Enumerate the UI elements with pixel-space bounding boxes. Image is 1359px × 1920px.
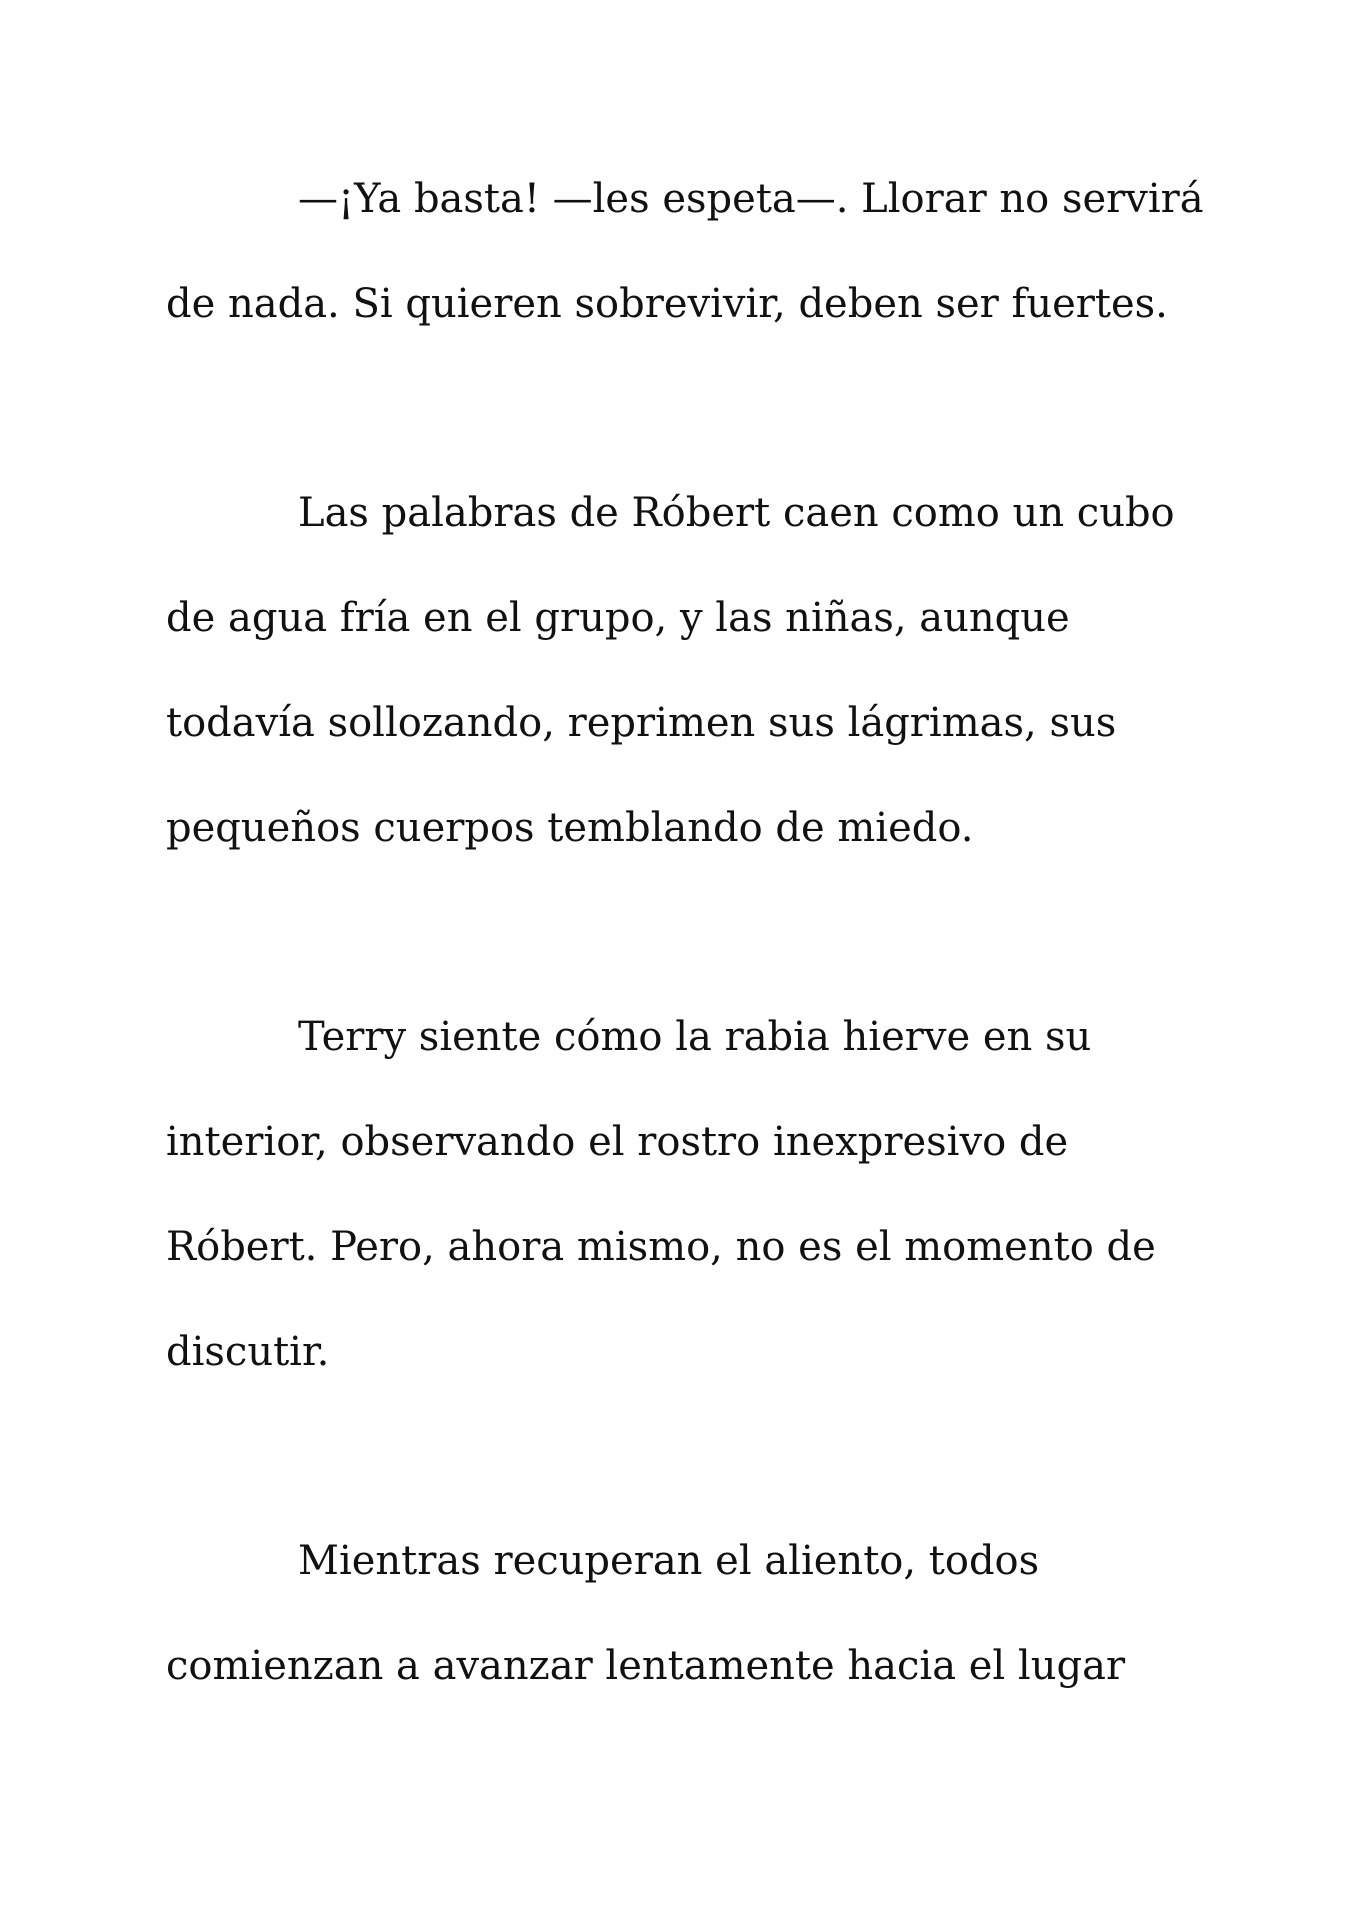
text-line: comienzan a avanzar lentamente hacia el lugar	[166, 1643, 1126, 1689]
paragraph	[166, 470, 1211, 890]
text-line: discutir.	[166, 1329, 330, 1375]
text-line: Mientras recuperan el aliento, todos	[298, 1538, 1040, 1584]
text-line: de agua fría en el grupo, y las niñas, aunque	[166, 595, 1070, 641]
text-line: —¡Ya basta! —les espeta—. Llorar no servirá	[298, 176, 1204, 222]
text-line: interior, observando el rostro inexpresivo de	[166, 1119, 1069, 1165]
page-body-text	[166, 156, 1211, 1832]
text-line: pequeños cuerpos temblando de miedo.	[166, 805, 974, 851]
paragraph	[166, 994, 1211, 1414]
paragraph	[166, 1518, 1211, 1728]
text-line: Terry siente cómo la rabia hierve en su	[298, 1014, 1092, 1060]
text-line: Róbert. Pero, ahora mismo, no es el momento de	[166, 1224, 1156, 1270]
text-line: de nada. Si quieren sobrevivir, deben ser fuertes.	[166, 281, 1168, 327]
paragraph	[166, 156, 1211, 366]
text-line: Las palabras de Róbert caen como un cubo	[298, 490, 1175, 536]
text-line: todavía sollozando, reprimen sus lágrimas, sus	[166, 700, 1117, 746]
